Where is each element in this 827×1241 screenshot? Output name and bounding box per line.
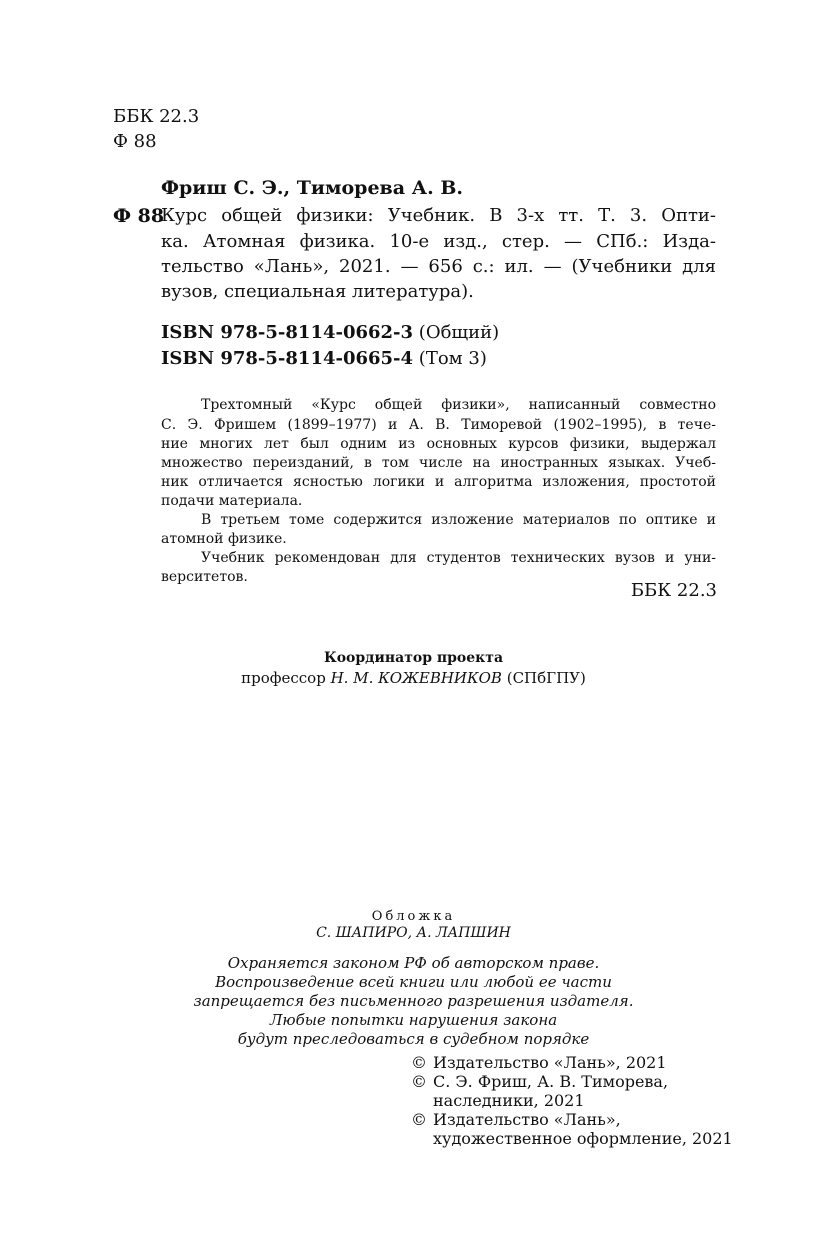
cover-title: Обложка — [371, 909, 456, 924]
annotation-line: Трехтомный «Курс общей физики», написанный совместно — [201, 397, 716, 413]
annotation-line: подачи материала. — [161, 493, 303, 509]
author-mark: Ф 88 — [113, 131, 157, 152]
copyright-text: Издательство «Лань», 2021 — [433, 1053, 667, 1072]
copyright-text: художественное оформление, 2021 — [433, 1129, 733, 1148]
annotation-line: верситетов. — [161, 569, 248, 585]
authors: Фриш С. Э., Тиморева А. В. — [161, 177, 464, 199]
isbn-code: ISBN 978-5-8114-0662-3 — [161, 322, 414, 343]
annotation-line: атомной физике. — [161, 531, 287, 547]
bib-line: Курс общей физики: Учебник. В 3-х тт. Т. 3. Опти- — [161, 205, 716, 226]
coordinator-prefix: профессор — [241, 669, 326, 687]
copyright-symbol: © — [411, 1072, 427, 1091]
copyright-line — [411, 1110, 621, 1129]
coordinator-line — [0, 669, 827, 687]
isbn-note: (Общий) — [418, 322, 500, 343]
legal-notice-line: будут преследоваться в судебном порядке — [237, 1030, 590, 1048]
coordinator-name: Н. М. КОЖЕВНИКОВ — [330, 669, 502, 687]
cover-designers: С. ШАПИРО, А. ЛАПШИН — [316, 925, 511, 941]
copyright-line — [411, 1072, 668, 1091]
isbn-note: (Том 3) — [418, 348, 487, 369]
isbn-line — [161, 348, 487, 369]
copyright-line — [411, 1053, 667, 1072]
isbn-line — [161, 322, 499, 343]
legal-notice-line: Охраняется законом РФ об авторском праве. — [227, 954, 600, 972]
coordinator-title: Координатор проекта — [323, 650, 504, 666]
copyright-text: наследники, 2021 — [433, 1091, 585, 1110]
bib-line: вузов, специальная литература). — [161, 281, 474, 302]
copyright-line — [411, 1129, 733, 1148]
annotation-line: ние многих лет был одним из основных курсов физики, выдержал — [161, 436, 716, 452]
copyright-symbol: © — [411, 1053, 427, 1072]
annotation-line: ник отличается ясностью логики и алгоритма изложения, простотой — [161, 474, 716, 490]
isbn-code: ISBN 978-5-8114-0665-4 — [161, 348, 414, 369]
legal-notice-line: Любые попытки нарушения закона — [269, 1011, 558, 1029]
bib-line: тельство «Лань», 2021. — 656 с.: ил. — (Учебники для — [161, 256, 716, 277]
bbk-code: ББК 22.3 — [113, 106, 200, 127]
copyright-text: Издательство «Лань», — [433, 1110, 621, 1129]
bib-line: ка. Атомная физика. 10-е изд., стер. — СПб.: Изда- — [161, 231, 716, 252]
coordinator-affiliation: (СПбГПУ) — [506, 669, 586, 687]
bbk-code-repeat: ББК 22.3 — [630, 580, 717, 601]
copyright-line — [411, 1091, 585, 1110]
annotation-line: В третьем томе содержится изложение материалов по оптике и — [201, 512, 716, 528]
annotation-line: множество переизданий, в том числе на иностранных языках. Учеб- — [161, 455, 716, 471]
legal-notice-line: Воспроизведение всей книги или любой ее части — [215, 973, 612, 991]
annotation-line: Учебник рекомендован для студентов технических вузов и уни- — [201, 550, 716, 566]
annotation-line: С. Э. Фришем (1899–1977) и А. В. Тиморевой (1902–1995), в тече- — [161, 417, 716, 433]
copyright-text: С. Э. Фриш, А. В. Тиморева, — [433, 1072, 669, 1091]
legal-notice-line: запрещается без письменного разрешения издателя. — [193, 992, 634, 1010]
copyright-symbol: © — [411, 1110, 427, 1129]
author-index-label: Ф 88 — [113, 205, 165, 227]
